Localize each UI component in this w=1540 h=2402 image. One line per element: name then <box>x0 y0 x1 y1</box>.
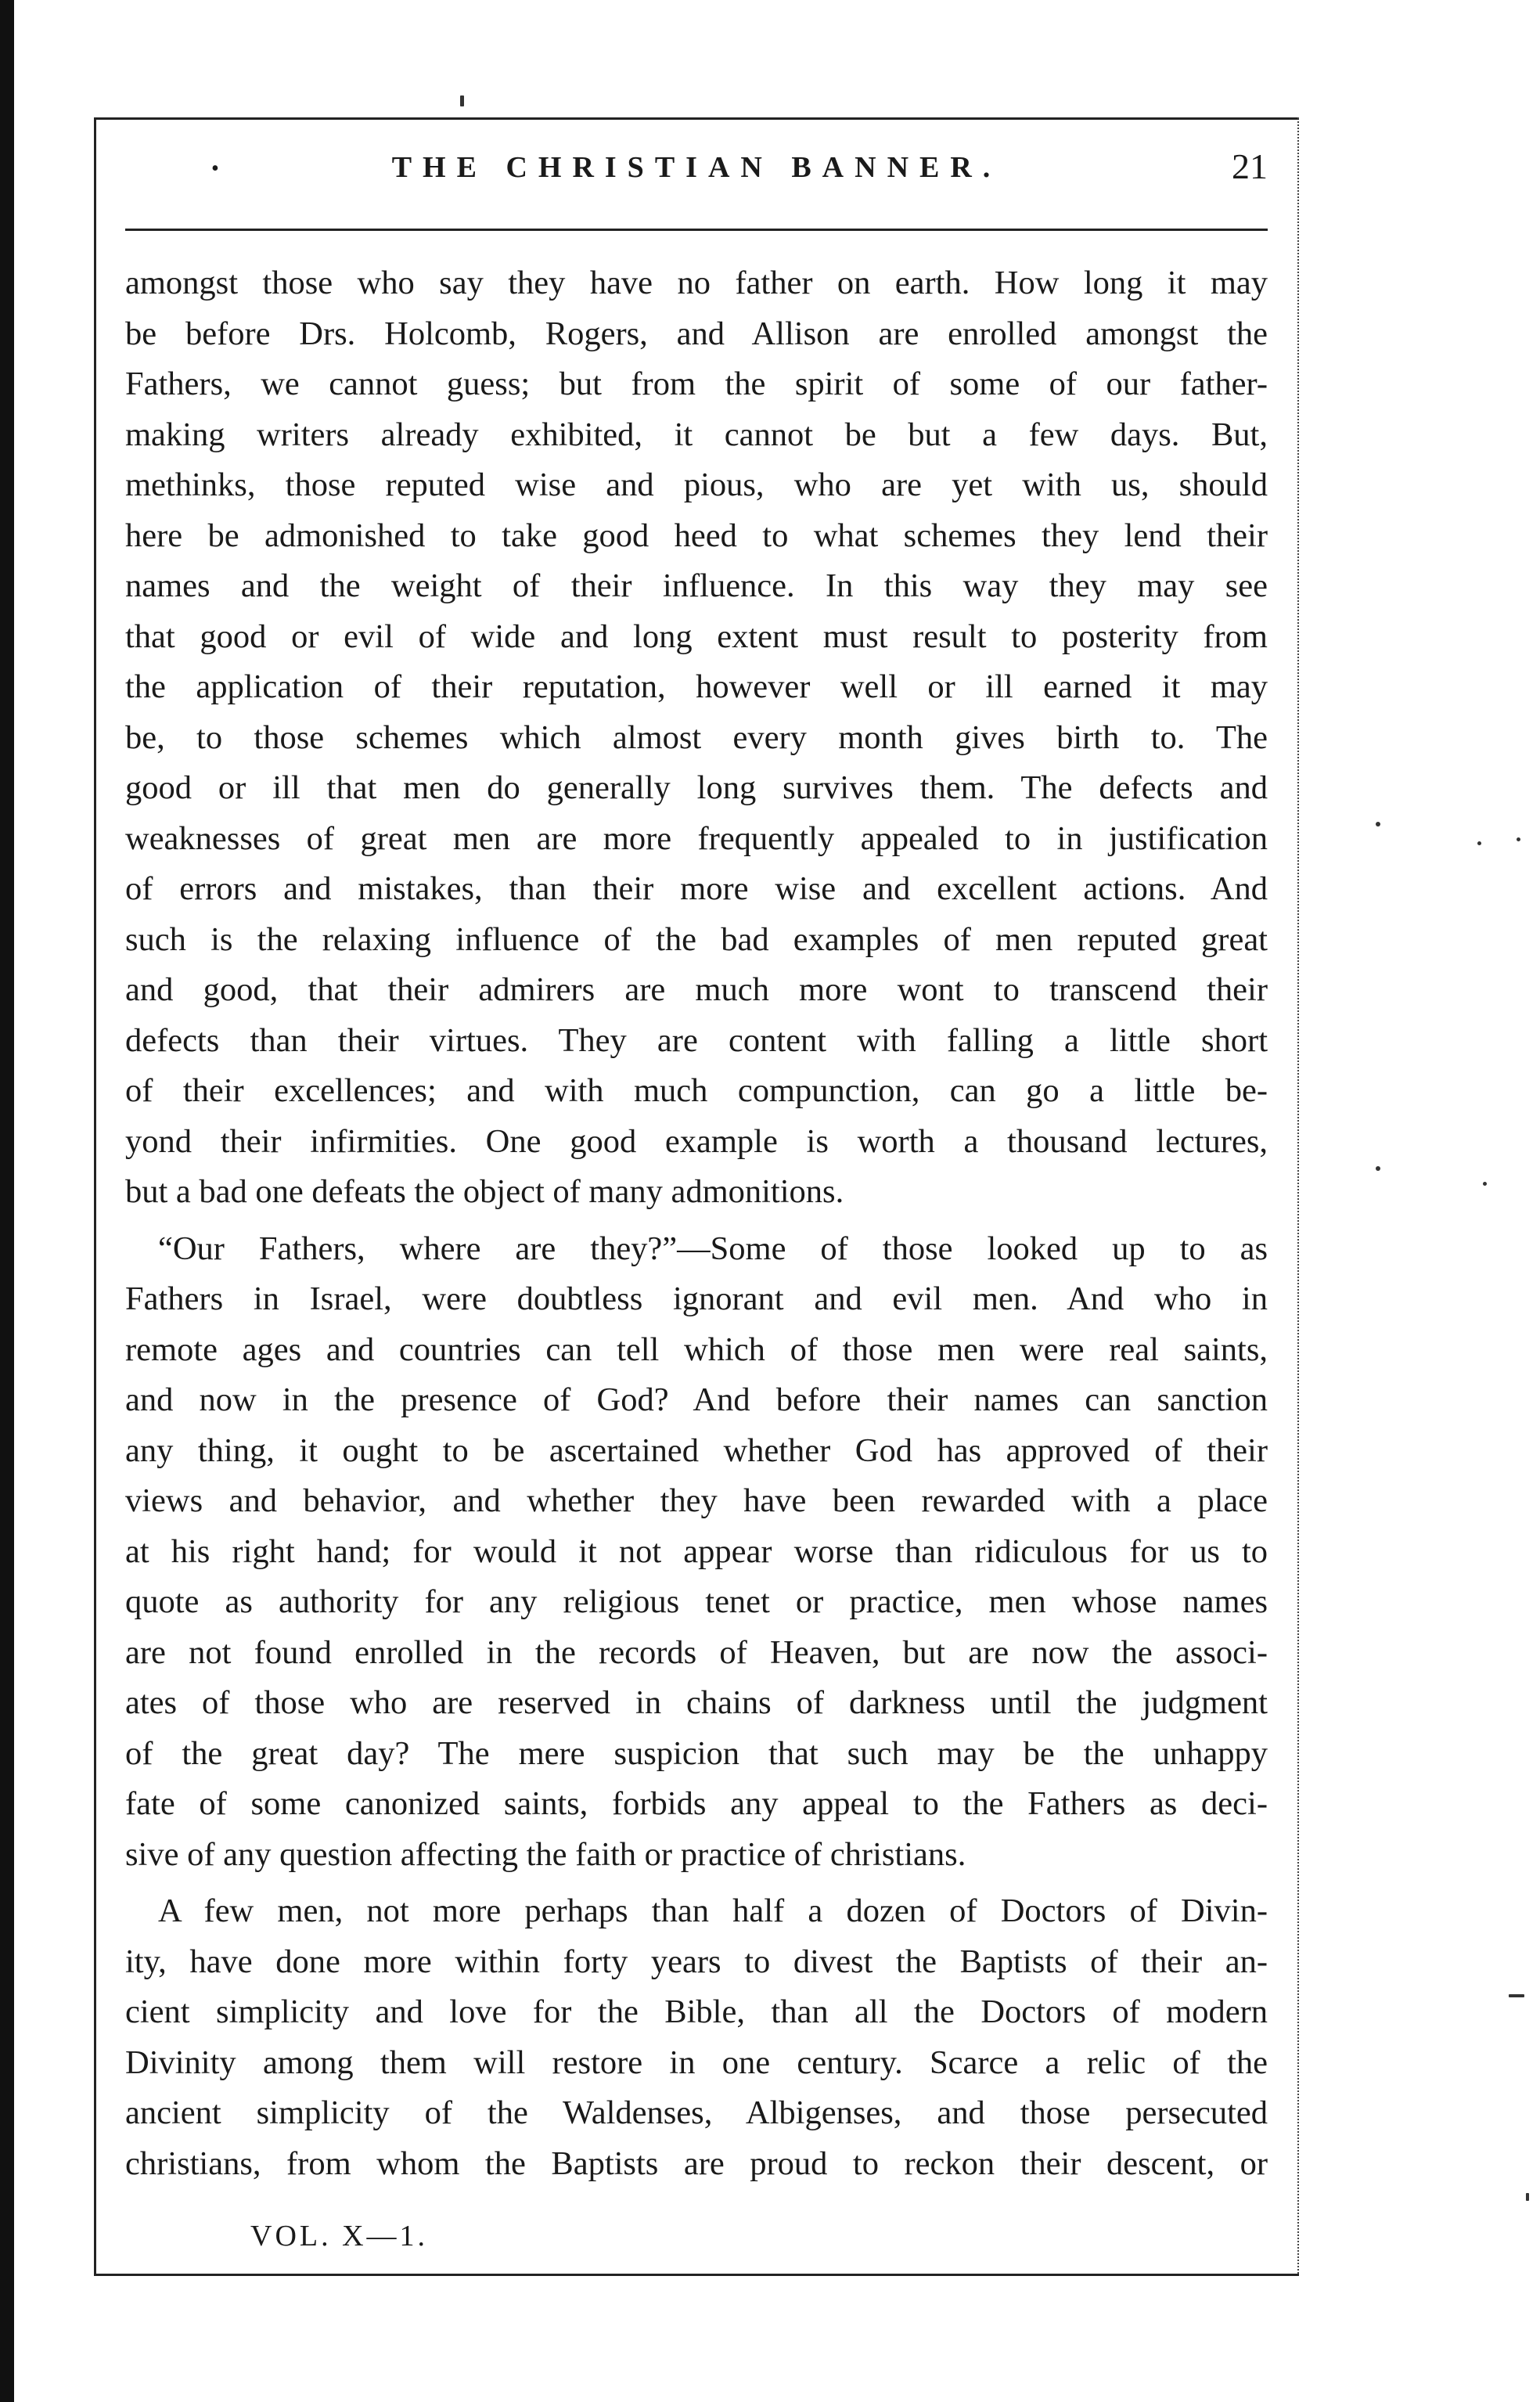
scan-speck <box>460 95 464 106</box>
page-frame-left <box>94 117 96 2274</box>
header-bullet: • <box>211 157 219 181</box>
scan-speck <box>1376 822 1380 826</box>
text-line: of the great day? The mere suspicion that such may be the unhappy <box>125 1734 1268 1772</box>
text-line: good or ill that men do generally long survives them. The defects and <box>125 769 1268 806</box>
scan-speck <box>1517 837 1520 841</box>
text-line: sive of any question affecting the faith or practice of christians. <box>125 1835 966 1873</box>
text-line: ity, have done more within forty years to divest the Baptists of their an- <box>125 1943 1268 1980</box>
text-line: and now in the presence of God? And before their names can sanction <box>125 1381 1268 1418</box>
scan-speck <box>1376 1166 1380 1171</box>
text-line: of their excellences; and with much compunction, can go a little be- <box>125 1072 1268 1109</box>
text-line: quote as authority for any religious tenet or practice, men whose names <box>125 1583 1268 1620</box>
scan-speck <box>1477 841 1481 845</box>
text-line: ates of those who are reserved in chains of darkness until the judgment <box>125 1684 1268 1721</box>
text-line: “Our Fathers, where are they?”—Some of those looked up to as <box>158 1230 1268 1267</box>
header-rule <box>125 229 1268 231</box>
running-header <box>125 146 1268 197</box>
text-line: methinks, those reputed wise and pious, who are yet with us, should <box>125 466 1268 503</box>
text-line: here be admonished to take good heed to what schemes they lend their <box>125 517 1268 554</box>
text-line: are not found enrolled in the records of Heaven, but are now the associ- <box>125 1633 1268 1671</box>
paragraph-1 <box>125 258 1268 1218</box>
text-line: defects than their virtues. They are content with falling a little short <box>125 1021 1268 1059</box>
text-line: but a bad one defeats the object of many admonitions. <box>125 1173 844 1210</box>
text-line: at his right hand; for would it not appear worse than ridiculous for us to <box>125 1532 1268 1570</box>
text-line: yond their infirmities. One good example is worth a thousand lectures, <box>125 1122 1268 1160</box>
text-line: be, to those schemes which almost every month gives birth to. The <box>125 718 1268 756</box>
text-line: Fathers in Israel, were doubtless ignorant and evil men. And who in <box>125 1280 1268 1317</box>
text-line: such is the relaxing influence of the bad examples of men reputed great <box>125 920 1268 958</box>
text-line: any thing, it ought to be ascertained whether God has approved of their <box>125 1431 1268 1469</box>
paragraph-gap <box>125 1880 1268 1886</box>
page-number: 21 <box>1232 146 1268 186</box>
book-spine-edge <box>0 0 14 2402</box>
text-line: that good or evil of wide and long extent must result to posterity from <box>125 618 1268 655</box>
text-line: weaknesses of great men are more frequently appealed to in justification <box>125 819 1268 857</box>
scan-speck <box>1483 1182 1487 1186</box>
page-frame-bottom <box>94 2274 1299 2276</box>
journal-title: THE CHRISTIAN BANNER. <box>391 151 1002 184</box>
text-line: cient simplicity and love for the Bible, than all the Doctors of modern <box>125 1993 1268 2030</box>
paragraph-gap <box>125 1218 1268 1224</box>
article-body <box>125 258 1268 2189</box>
signature-mark: VOL. X—1. <box>250 2220 429 2253</box>
page-frame-right <box>1297 117 1299 2274</box>
paragraph-3 <box>125 1886 1268 2189</box>
text-line: making writers already exhibited, it cannot be but a few days. But, <box>125 416 1268 453</box>
text-line: be before Drs. Holcomb, Rogers, and Allison are enrolled amongst the <box>125 315 1268 352</box>
paragraph-2 <box>125 1224 1268 1881</box>
text-line: A few men, not more perhaps than half a dozen of Doctors of Divin- <box>158 1892 1268 1929</box>
text-line: fate of some canonized saints, forbids any appeal to the Fathers as deci- <box>125 1785 1268 1822</box>
scan-speck <box>1526 2193 1529 2201</box>
text-line: views and behavior, and whether they have been rewarded with a place <box>125 1482 1268 1519</box>
text-line: of errors and mistakes, than their more wise and excellent actions. And <box>125 870 1268 907</box>
text-line: Fathers, we cannot guess; but from the spirit of some of our father- <box>125 366 1268 402</box>
page-frame-top <box>94 117 1299 120</box>
text-line: amongst those who say they have no father on earth. How long it may <box>125 265 1268 301</box>
text-line: names and the weight of their influence. In this way they may see <box>125 567 1268 604</box>
text-line: christians, from whom the Baptists are proud to reckon their descent, or <box>125 2145 1268 2182</box>
text-line: the application of their reputation, however well or ill earned it may <box>125 668 1268 705</box>
text-line: remote ages and countries can tell which of those men were real saints, <box>125 1331 1268 1368</box>
text-line: Divinity among them will restore in one century. Scarce a relic of the <box>125 2044 1268 2081</box>
text-line: and good, that their admirers are much more wont to transcend their <box>125 971 1268 1008</box>
text-line: ancient simplicity of the Waldenses, Albigenses, and those persecuted <box>125 2094 1268 2131</box>
scan-speck <box>1509 1994 1524 1997</box>
